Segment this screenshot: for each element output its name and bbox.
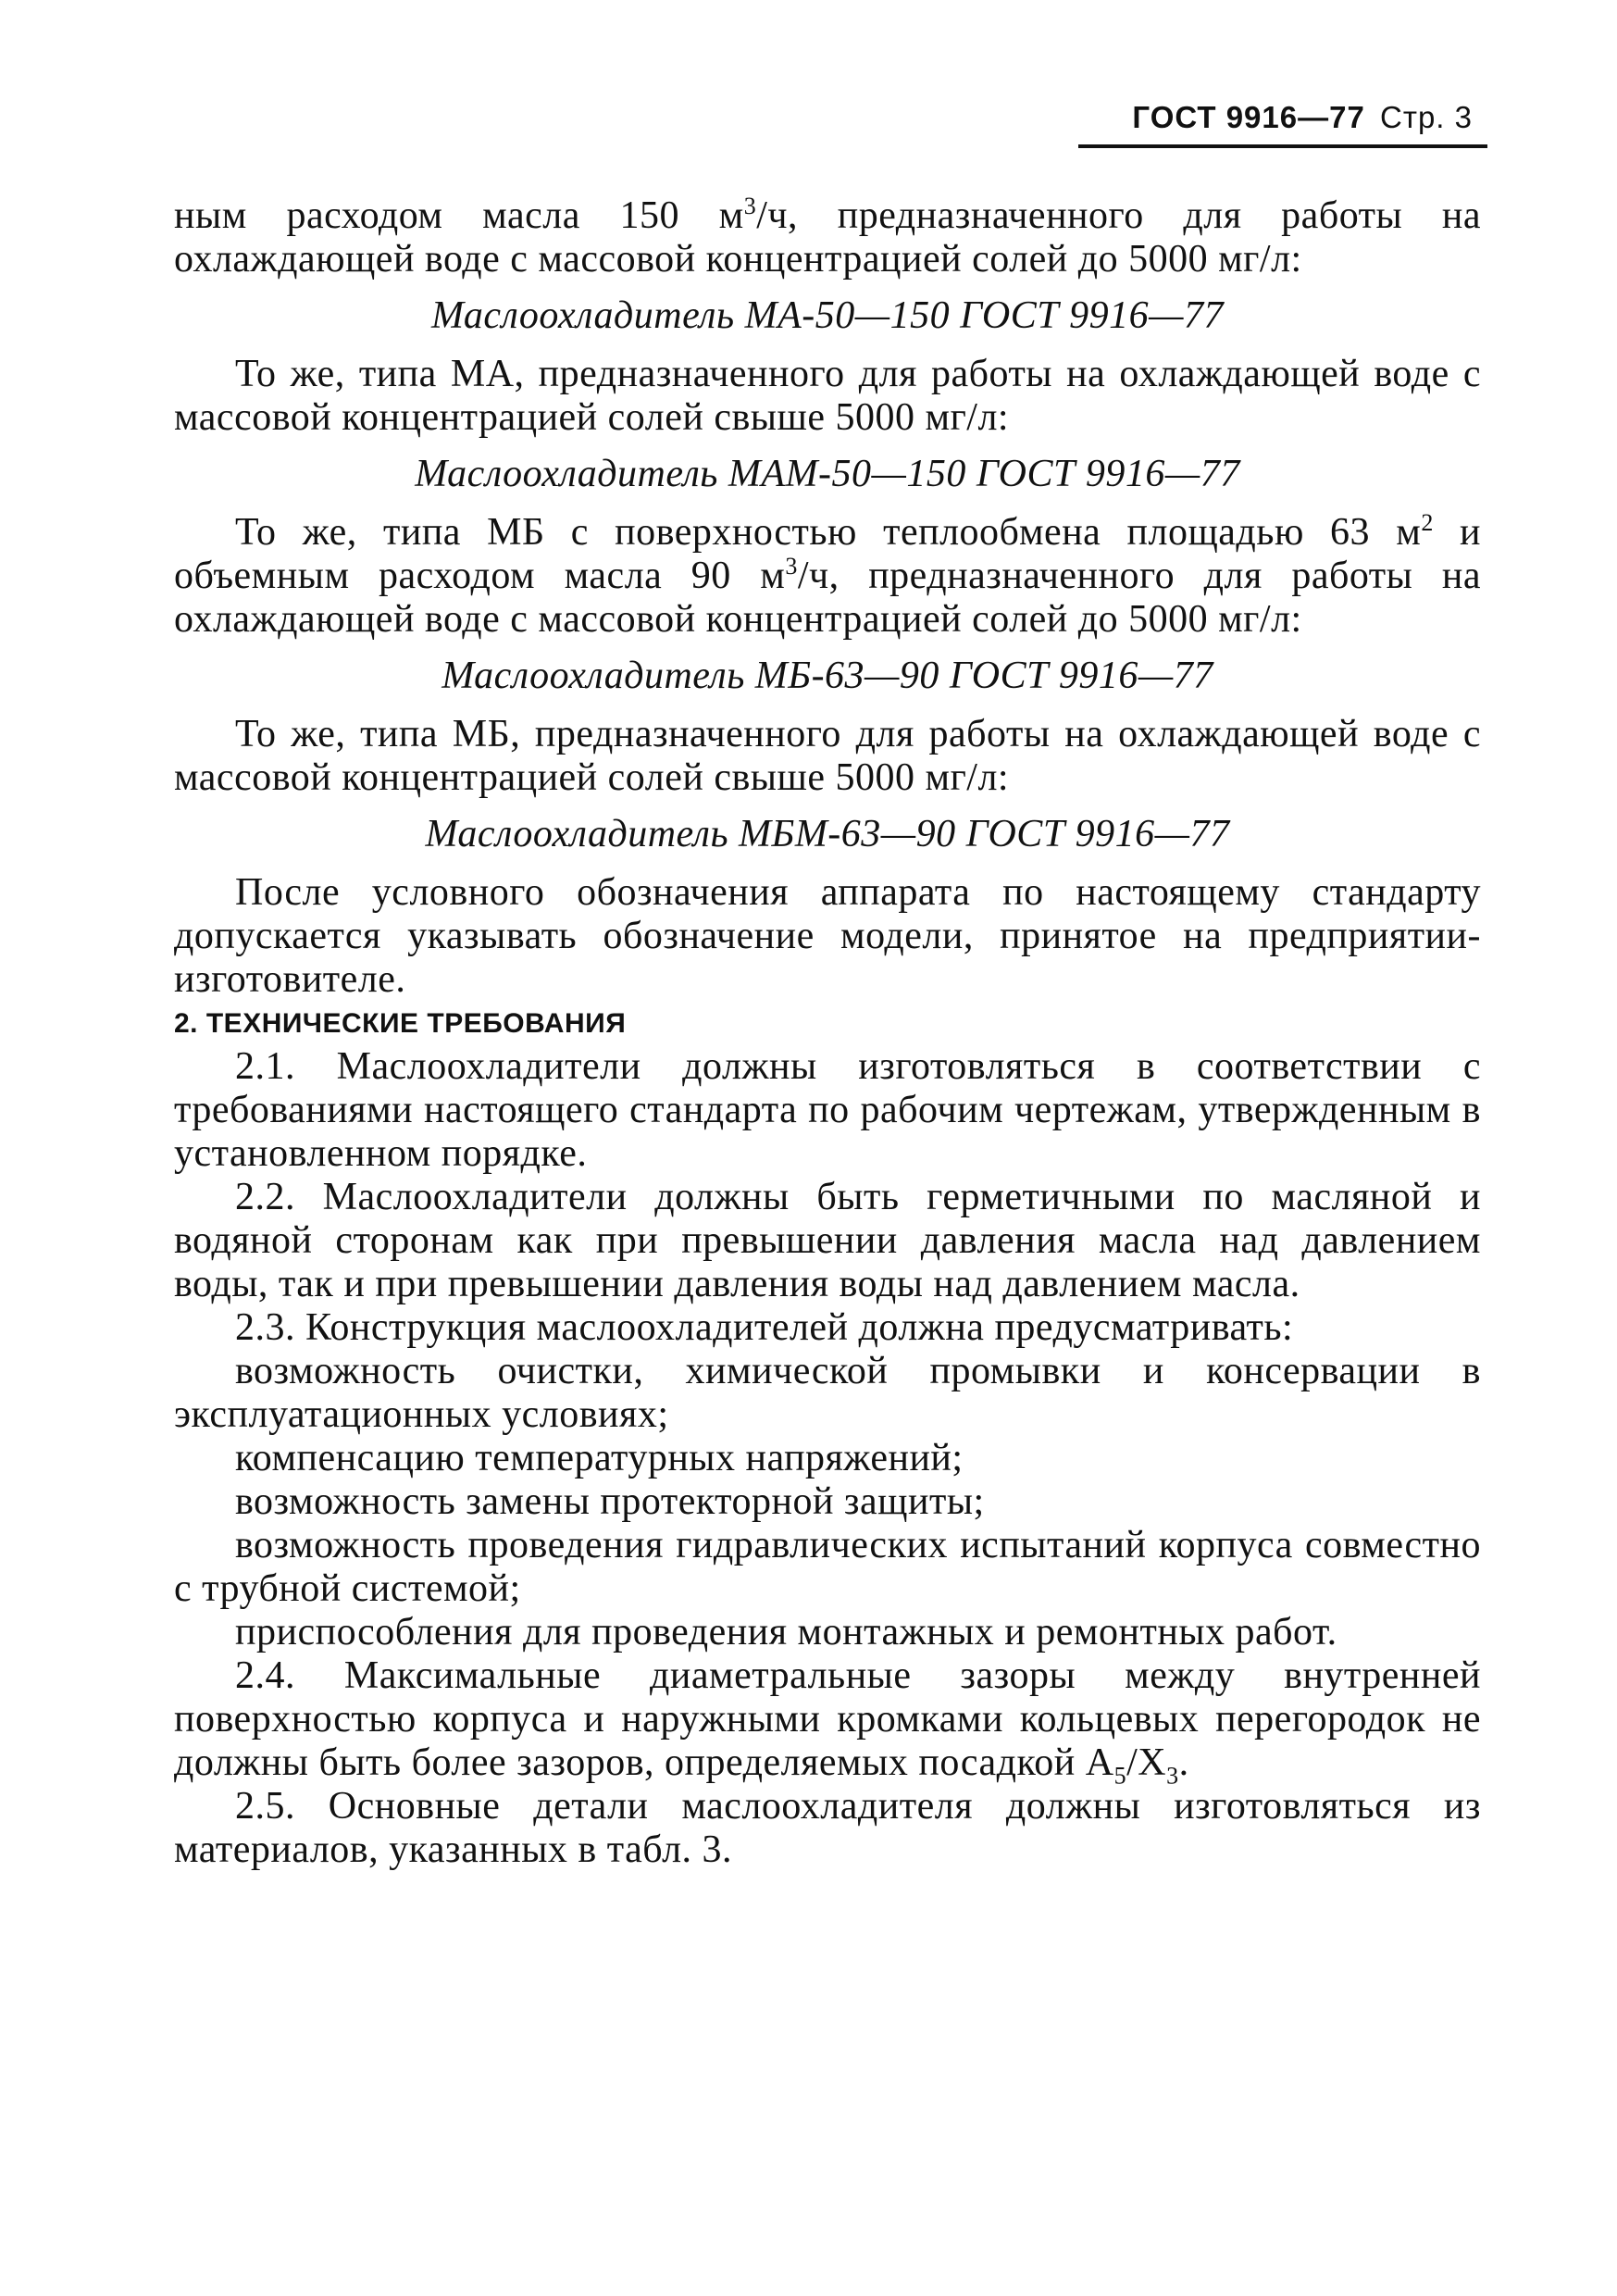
- clause-2-5: 2.5. Основные детали маслоохладителя должны изготовляться из материалов, указанных в табл. 3.: [174, 1785, 1481, 1871]
- paragraph-model-designation: После условного обозначения аппарата по настоящему стандарту допускается указывать обозначение модели, принятое на предприятии-изготовителе.: [174, 871, 1481, 1001]
- header-rule: [1078, 144, 1487, 148]
- doc-number: ГОСТ 9916—77: [1132, 100, 1365, 134]
- clause-2-3-item: компенсацию температурных напряжений;: [235, 1437, 964, 1479]
- clause-2-2: 2.2. Маслоохладители должны быть герметичными по масляной и водяной сторонам как при превышении давления масла над давлением воды, так и при превышении давления воды над давлением масла.: [174, 1176, 1481, 1305]
- designation-ma-50-150: Маслоохладитель МА-50—150 ГОСТ 9916—77: [431, 294, 1224, 337]
- paragraph-type-ma: То же, типа МА, предназначенного для работы на охлаждающей воде с массовой концентрацией солей свыше 5000 мг/л:: [174, 353, 1481, 439]
- clause-2-3-item: возможность очистки, химической промывки и консервации в эксплуатационных условиях;: [174, 1350, 1481, 1436]
- clause-2-3-item: приспособления для проведения монтажных и ремонтных работ.: [235, 1611, 1337, 1653]
- document-body: [174, 194, 1481, 1872]
- clause-2-3: 2.3. Конструкция маслоохладителей должна предусматривать:: [235, 1306, 1294, 1349]
- designation-mb-63-90: Маслоохладитель МБ-63—90 ГОСТ 9916—77: [442, 655, 1213, 697]
- paragraph-intro-continuation: ным расходом масла 150 $м^3/ч$, предназначенного для работы на охлаждающей воде с массовой концентрацией солей до 5000 мг/л:: [174, 193, 1481, 281]
- clause-2-3-item: возможность проведения гидравлических испытаний корпуса совместно с трубной системой;: [174, 1524, 1481, 1610]
- clause-2-3-item: возможность замены протекторной защиты;: [235, 1480, 985, 1523]
- paragraph-type-mb: То же, типа МБ с поверхностью теплообмена площадью 63 $м^2$ и объемным расходом масла 90 $м^3/ч$, предназначенного для работы на охлаждающей воде с массовой концентрацией солей до 5000 мг/л:: [174, 509, 1481, 641]
- designation-mam-50-150: Маслоохладитель МАМ-50—150 ГОСТ 9916—77: [415, 453, 1240, 495]
- section-heading: 2. ТЕХНИЧЕСКИЕ ТРЕБОВАНИЯ: [174, 1008, 627, 1039]
- clause-2-1: 2.1. Маслоохладители должны изготовляться в соответствии с требованиями настоящего стандарта по рабочим чертежам, утвержденным в установленном порядке.: [174, 1045, 1481, 1175]
- page-header: [1132, 100, 1473, 135]
- page-number: Стр. 3: [1380, 100, 1473, 134]
- paragraph-type-mb-high-salt: То же, типа МБ, предназначенного для работы на охлаждающей воде с массовой концентрацией солей свыше 5000 мг/л:: [174, 713, 1481, 799]
- clause-2-4: 2.4. Максимальные диаметральные зазоры между внутренней поверхностью корпуса и наружными кромками кольцевых перегородок не должны быть более зазоров, определяемых посадкой $А_5/Х_3$.: [174, 1654, 1481, 1790]
- designation-mbm-63-90: Маслоохладитель МБМ-63—90 ГОСТ 9916—77: [425, 813, 1230, 855]
